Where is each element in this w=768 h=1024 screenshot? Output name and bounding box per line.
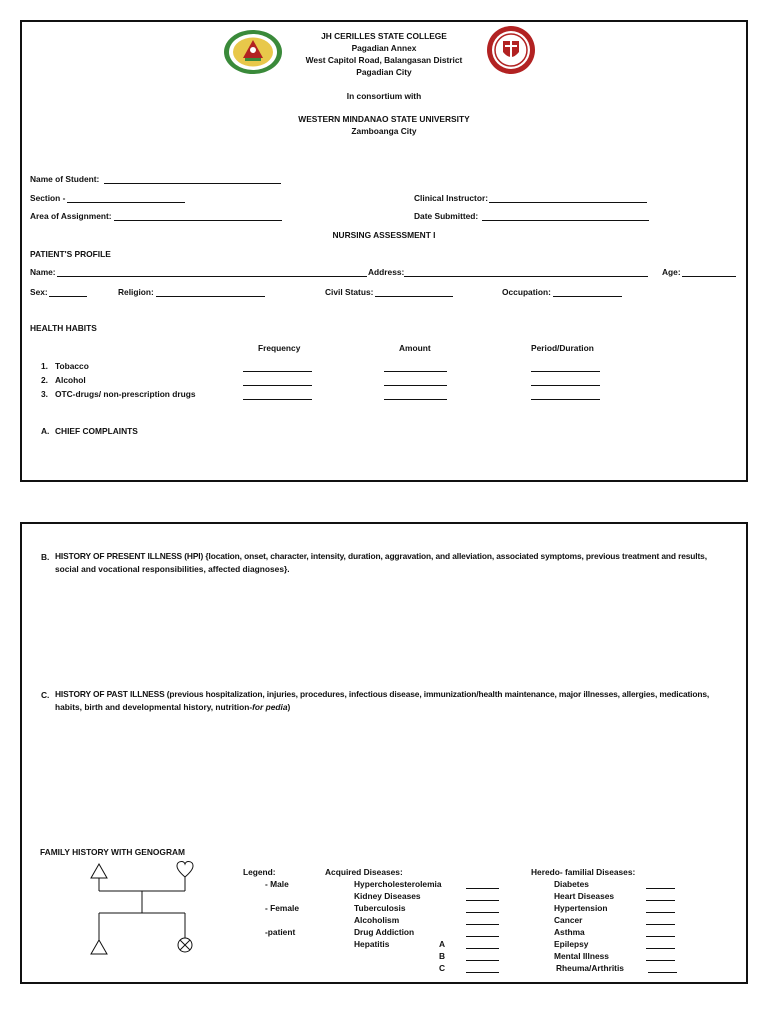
hepatitis-type: B [439,951,446,961]
past-illness-line-1: HISTORY OF PAST ILLNESS (previous hospitalization, injuries, procedures, infectious disease, immunization/health maintenance, major illnesses, allergies, medications, [55,689,710,699]
family-history-heading: FAMILY HISTORY WITH GENOGRAM [40,847,186,857]
heredo-disease-item: Hypertension [554,903,608,913]
patient-symbol-icon [178,938,192,952]
hpi-heading [55,550,745,576]
male-child-symbol-icon [91,940,107,954]
occupation-field[interactable] [553,296,622,297]
heredo-disease-field[interactable] [646,900,675,901]
college-name: JH CERILLES STATE COLLEGE [321,31,447,41]
chief-complaints-letter: A. [41,426,50,436]
acquired-disease-field[interactable] [466,960,499,961]
heredo-disease-item: Mental Illness [554,951,609,961]
past-illness-line-2 [55,701,745,714]
otc-frequency-field[interactable] [243,399,312,400]
heredo-disease-item: Diabetes [554,879,589,889]
address-field[interactable] [404,276,648,277]
clinical-instructor-field[interactable] [489,202,647,203]
female-heart-icon [177,862,193,878]
occupation-label: Occupation: [502,287,551,297]
hpi-line-2: social and vocational responsibilities, affected diagnoses}. [55,564,290,574]
university-city: Zamboanga City [351,126,417,136]
patient-name-field[interactable] [57,276,367,277]
habit-tobacco: Tobacco [55,361,89,371]
form-page-1 [20,20,748,482]
past-illness-letter: C. [41,690,50,700]
religion-label: Religion: [118,287,154,297]
heredo-disease-item: Asthma [554,927,585,937]
genogram-diagram [88,858,198,958]
acquired-disease-field[interactable] [466,900,499,901]
tobacco-period-field[interactable] [531,371,600,372]
acquired-disease-field[interactable] [466,888,499,889]
heredo-disease-field[interactable] [646,912,675,913]
heredo-disease-item: Cancer [554,915,583,925]
heredo-disease-item: Heart Diseases [554,891,615,901]
date-submitted-label: Date Submitted: [414,211,479,221]
column-frequency: Frequency [258,343,301,353]
area-of-assignment-label: Area of Assignment: [30,211,112,221]
male-symbol-icon [91,864,107,878]
hepatitis-type: C [439,963,446,973]
otc-period-field[interactable] [531,399,600,400]
clinical-instructor-label: Clinical Instructor: [414,193,488,203]
acquired-disease-field[interactable] [466,912,499,913]
college-city: Pagadian City [356,67,412,77]
chief-complaints-heading: CHIEF COMPLAINTS [55,426,138,436]
age-field[interactable] [682,276,736,277]
acquired-disease-field[interactable] [466,936,499,937]
past-illness-heading [55,688,745,714]
age-label: Age: [662,267,681,277]
college-seal-logo [223,28,283,76]
hepatitis-type: A [439,939,446,949]
acquired-disease-field[interactable] [466,924,499,925]
student-name-label: Name of Student: [30,174,100,184]
acquired-disease-field[interactable] [466,972,499,973]
column-period-duration: Period/Duration [531,343,594,353]
consortium-text: In consortium with [346,91,422,101]
acquired-disease-item: Hypercholesterolemia [354,879,442,889]
habit-number: 1. [41,361,48,371]
heredo-disease-item: Epilepsy [554,939,589,949]
section-field[interactable] [67,202,185,203]
date-submitted-field[interactable] [482,220,649,221]
health-habits-heading: HEALTH HABITS [30,323,97,333]
past-illness-line-2c: ) [287,702,291,712]
student-name-field[interactable] [104,183,281,184]
heredo-disease-field[interactable] [648,972,677,973]
heredo-disease-item: Rheuma/Arthritis [556,963,624,973]
hpi-line-1: HISTORY OF PRESENT ILLNESS (HPI) {location, onset, character, intensity, duration, aggravation, and alleviation, associated symptoms, previous treatment and results, [55,551,707,561]
acquired-disease-item: Hepatitis [354,939,390,949]
legend-patient: -patient [265,927,296,937]
for-pedia-text: for pedia [252,702,288,712]
heredo-disease-field[interactable] [646,960,675,961]
past-illness-line-2a: habits, birth and developmental history, nutrition- [55,702,253,712]
civil-status-label: Civil Status: [325,287,374,297]
habit-alcohol: Alcohol [55,375,86,385]
habit-number: 3. [41,389,48,399]
alcohol-amount-field[interactable] [384,385,447,386]
section-label: Section - [30,193,66,203]
civil-status-field[interactable] [375,296,453,297]
area-of-assignment-field[interactable] [114,220,282,221]
patient-profile-heading: PATIENT'S PROFILE [30,249,111,259]
university-name: WESTERN MINDANAO STATE UNIVERSITY [298,114,470,124]
college-annex: Pagadian Annex [351,43,417,53]
tobacco-frequency-field[interactable] [243,371,312,372]
college-road: West Capitol Road, Balangasan District [305,55,463,65]
acquired-disease-item: Drug Addiction [354,927,415,937]
otc-amount-field[interactable] [384,399,447,400]
heredo-disease-field[interactable] [646,936,675,937]
university-seal-logo [486,25,536,75]
heredo-disease-field[interactable] [646,924,675,925]
sex-label: Sex: [30,287,48,297]
tobacco-amount-field[interactable] [384,371,447,372]
acquired-disease-item: Kidney Diseases [354,891,421,901]
acquired-diseases-heading: Acquired Diseases: [325,867,403,877]
acquired-disease-item: Alcoholism [354,915,400,925]
legend-female: - Female [265,903,299,913]
sex-field[interactable] [49,296,87,297]
alcohol-period-field[interactable] [531,385,600,386]
habit-number: 2. [41,375,48,385]
religion-field[interactable] [156,296,265,297]
column-amount: Amount [399,343,431,353]
form-title: NURSING ASSESSMENT I [332,230,436,240]
hpi-letter: B. [41,552,50,562]
heredo-disease-field[interactable] [646,888,675,889]
legend-label: Legend: [243,867,276,877]
alcohol-frequency-field[interactable] [243,385,312,386]
address-label: Address: [368,267,405,277]
patient-name-label: Name: [30,267,56,277]
legend-male: - Male [265,879,289,889]
heredo-familial-heading: Heredo- familial Diseases: [531,867,636,877]
acquired-disease-item: Tuberculosis [354,903,406,913]
heredo-disease-field[interactable] [646,948,675,949]
acquired-disease-field[interactable] [466,948,499,949]
habit-otc-drugs: OTC-drugs/ non-prescription drugs [55,389,196,399]
